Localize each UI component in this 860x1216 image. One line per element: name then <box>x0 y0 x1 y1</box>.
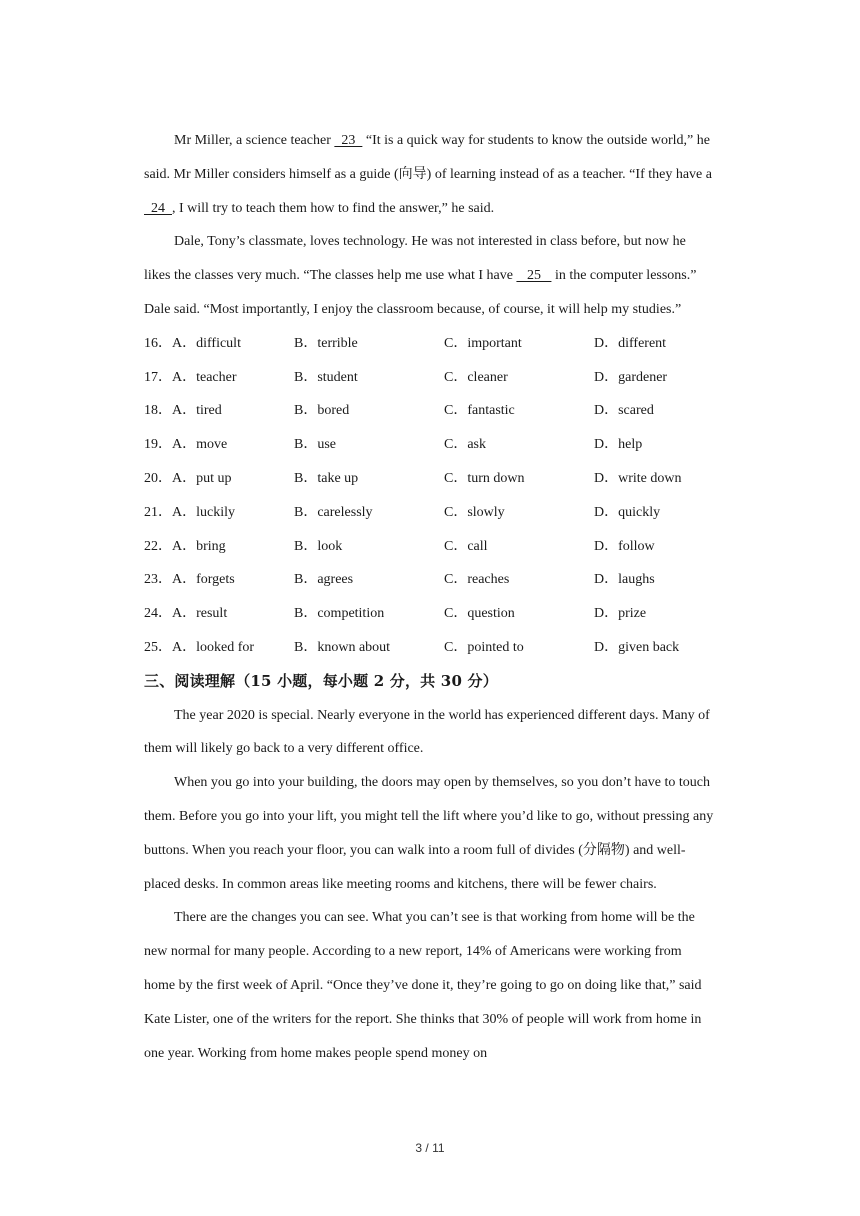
option-a: 24．A．result <box>144 606 228 622</box>
option-b: B．take up <box>294 470 359 486</box>
option-d: D．given back <box>594 639 680 655</box>
option-c: C．slowly <box>444 504 505 520</box>
option-d: D．follow <box>594 538 655 554</box>
option-a: 17．A．teacher <box>144 369 237 385</box>
passage-paragraph-2: Dale, Tony’s classmate, loves technology. He was not interested in class before, but now he likes the classes very much. “The classes help me use what I have 25 in the computer lessons.” Dale said. “Most importantly, I enjoy the classroom because, of course, it will help my studies.” <box>144 234 697 317</box>
blank-25: 25 <box>516 268 552 284</box>
option-c: C．call <box>444 538 488 554</box>
reading-paragraph-2: When you go into your building, the doors may open by themselves, so you don’t have to touch them. Before you go into your lift, you might tell the lift where you’d like to go, without pressing any buttons. When you reach your floor, you can walk into a room full of divides (分隔物) and well-placed desks. In common areas like meeting rooms and kitchens, there will be fewer chairs. <box>144 775 714 892</box>
option-d: D．different <box>594 335 667 351</box>
page-content <box>144 124 714 1070</box>
cloze-options-list <box>144 327 714 665</box>
option-c: C．important <box>444 335 522 351</box>
option-b: B．terrible <box>294 335 358 351</box>
option-a: 20．A．put up <box>144 470 232 486</box>
question-row-25 <box>144 631 714 665</box>
section-heading-reading: 三、阅读理解（15 小题，每小题 2 分，共 30 分） <box>144 671 498 690</box>
option-d: D．scared <box>594 403 654 419</box>
question-row-17 <box>144 361 714 395</box>
question-row-20 <box>144 462 714 496</box>
option-c: C．cleaner <box>444 369 508 385</box>
question-row-16 <box>144 327 714 361</box>
option-a: 18．A．tired <box>144 403 222 419</box>
option-c: C．pointed to <box>444 639 524 655</box>
option-b: B．student <box>294 369 358 385</box>
option-d: D．quickly <box>594 504 661 520</box>
option-d: D．prize <box>594 606 647 622</box>
option-b: B．known about <box>294 639 391 655</box>
blank-24: 24 <box>144 200 172 216</box>
option-a: 16．A．difficult <box>144 335 241 351</box>
option-b: B．competition <box>294 606 385 622</box>
option-b: B．look <box>294 538 343 554</box>
option-a: 22．A．bring <box>144 538 226 554</box>
page-number: 3 / 11 <box>415 1141 445 1155</box>
option-d: D．laughs <box>594 572 655 588</box>
option-d: D．help <box>594 437 643 453</box>
option-b: B．use <box>294 437 336 453</box>
reading-paragraph-3: There are the changes you can see. What you can’t see is that working from home will be the new normal for many people. According to a new report, 14% of Americans were working from home by the first week of April. “Once they’ve done it, they’re going to go on doing like that,” said Kate Lister, one of the writers for the report. She thinks that 30% of people will work from home in one year. Working from home makes people spend money on <box>144 910 702 1061</box>
reading-paragraph-1: The year 2020 is special. Nearly everyone in the world has experienced different days. Many of them will likely go back to a very different office. <box>144 707 710 757</box>
passage-paragraph-1: Mr Miller, a science teacher 23 “It is a quick way for students to know the outside world,” he said. Mr Miller considers himself as a guide (向导) of learning instead of as a teacher. “If they have a 24 , I will try to teach them how to find the answer,” he said. <box>144 133 712 216</box>
option-c: C．turn down <box>444 470 525 486</box>
question-row-19 <box>144 428 714 462</box>
question-row-18 <box>144 394 714 428</box>
option-a: 23．A．forgets <box>144 572 235 588</box>
option-d: D．gardener <box>594 369 668 385</box>
option-d: D．write down <box>594 470 682 486</box>
option-c: C．fantastic <box>444 403 515 419</box>
question-row-22 <box>144 530 714 564</box>
question-row-24 <box>144 597 714 631</box>
option-b: B．carelessly <box>294 504 373 520</box>
option-a: 25．A．looked for <box>144 639 255 655</box>
option-c: C．reaches <box>444 572 510 588</box>
blank-23: 23 <box>334 133 363 148</box>
option-b: B．bored <box>294 403 350 419</box>
option-a: 19．A．move <box>144 437 228 453</box>
option-c: C．question <box>444 606 515 622</box>
option-b: B．agrees <box>294 572 354 588</box>
option-a: 21．A．luckily <box>144 504 235 520</box>
question-row-21 <box>144 496 714 530</box>
question-row-23 <box>144 563 714 597</box>
option-c: C．ask <box>444 437 486 453</box>
